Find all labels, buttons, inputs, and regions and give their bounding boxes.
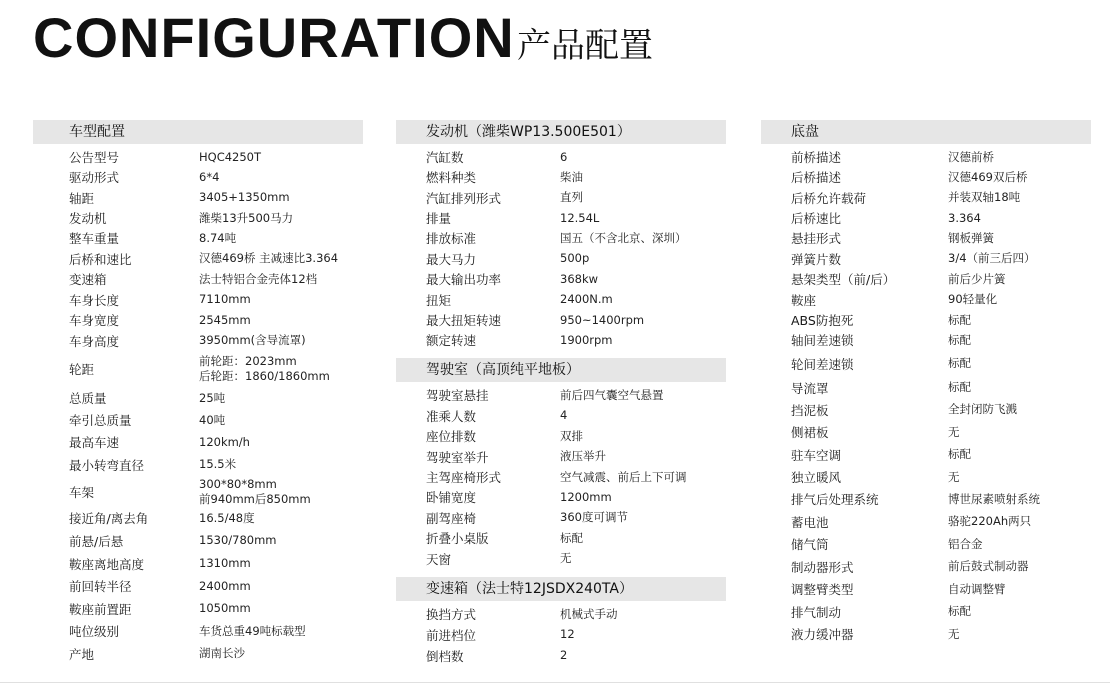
spec-value (199, 579, 251, 594)
spec-value-line: 标配 (948, 332, 971, 347)
spec-label: 调整臂类型 (791, 582, 854, 597)
spec-value (948, 150, 994, 165)
spec-row (761, 510, 1091, 533)
spec-value-line: 2 (560, 648, 568, 662)
spec-rows (396, 601, 726, 666)
spec-label: 变速箱 (69, 272, 107, 287)
spec-value (948, 356, 971, 371)
spec-label: 鞍座 (791, 292, 817, 308)
spec-value (199, 292, 251, 307)
spec-row (396, 446, 726, 467)
spec-value (199, 556, 251, 571)
section-header-gearbox: 变速箱（法士特12JSDX240TA） (396, 577, 726, 601)
spec-value-line: 前轮距：2023mm (199, 354, 297, 368)
spec-row (33, 453, 363, 476)
spec-row (761, 248, 1091, 269)
spec-value-line: 国五（不含北京、深圳） (560, 230, 687, 245)
spec-label: 最大马力 (426, 251, 477, 267)
spec-value (199, 435, 250, 450)
spec-value-line: 1200mm (560, 489, 612, 504)
spec-value (948, 604, 971, 619)
spec-label: 产地 (69, 646, 95, 662)
spec-label: 公告型号 (69, 150, 120, 165)
spec-row (396, 507, 726, 528)
vehicle-config-column (33, 120, 363, 665)
spec-value (560, 231, 687, 246)
spec-label: 最大扭矩转速 (426, 313, 502, 328)
spec-label: 悬挂形式 (791, 231, 842, 246)
spec-row (33, 529, 363, 552)
spec-label: 车身宽度 (69, 313, 120, 328)
spec-row (761, 533, 1091, 555)
spec-label: 排放标准 (426, 231, 477, 246)
spec-row (396, 269, 726, 289)
spec-label: 接近角/离去角 (69, 511, 149, 526)
spec-label: 驾驶室悬挂 (426, 388, 489, 403)
spec-value (948, 492, 1040, 507)
section-header-cab: 驾驶室（高顶纯平地板） (396, 358, 726, 382)
spec-value-line: 双排 (560, 428, 583, 443)
spec-value (560, 429, 583, 444)
spec-value-line: 空气减震、前后上下可调 (560, 469, 687, 484)
spec-row (396, 385, 726, 405)
spec-value-line: 4 (560, 408, 568, 422)
spec-label: 燃料种类 (426, 170, 477, 185)
spec-value (560, 627, 575, 642)
spec-value-line: 标配 (948, 356, 971, 370)
section-header-engine: 发动机（潍柴WP13.500E501） (396, 120, 726, 144)
spec-value (948, 313, 971, 328)
spec-value-line: 2400N.m (560, 292, 613, 306)
spec-row (761, 421, 1091, 443)
spec-value-line: 湖南长沙 (199, 646, 245, 660)
spec-value (560, 531, 583, 546)
spec-row (396, 167, 726, 187)
spec-row (396, 604, 726, 624)
spec-row (396, 228, 726, 248)
spec-label: 汽缸数 (426, 150, 464, 165)
spec-value (560, 449, 606, 464)
spec-label: 车身长度 (69, 292, 120, 308)
spec-row (761, 187, 1091, 208)
spec-label: 座位排数 (426, 429, 477, 444)
engine-cab-gearbox-column (396, 120, 726, 666)
spec-rows (33, 144, 363, 665)
spec-value-line: 后轮距：1860/1860mm (199, 369, 330, 383)
spec-value-line: 骆驼220Ah两只 (948, 514, 1032, 528)
spec-label: 轴间差速锁 (791, 333, 854, 348)
spec-label: 鞍座离地高度 (69, 556, 145, 572)
spec-row (33, 387, 363, 409)
spec-value-line: 前后鼓式制动器 (948, 559, 1029, 573)
spec-row (33, 431, 363, 453)
spec-row (33, 507, 363, 529)
spec-value-line: 无 (948, 424, 960, 439)
spec-value-line: 无 (560, 551, 572, 565)
spec-row (33, 289, 363, 310)
spec-value-line: 液压举升 (560, 449, 606, 463)
spec-label: 准乘人数 (426, 408, 477, 424)
spec-row (33, 642, 363, 665)
spec-label: 车架 (69, 484, 95, 500)
spec-value-line: 7110mm (199, 292, 251, 306)
spec-label: ABS防抱死 (791, 313, 854, 328)
spec-label: 总质量 (69, 391, 107, 406)
spec-row (33, 167, 363, 187)
spec-value (948, 425, 960, 440)
spec-row (396, 548, 726, 569)
spec-label: 鞍座前置距 (69, 601, 132, 617)
spec-label: 最小转弯直径 (69, 457, 145, 473)
spec-value-line: 机械式手动 (560, 606, 618, 621)
spec-value (560, 408, 567, 423)
spec-value (199, 601, 251, 616)
spec-row (761, 398, 1091, 421)
spec-value-line: 3/4（前三后四） (948, 251, 1036, 265)
spec-value (948, 170, 1027, 185)
spec-value (948, 627, 960, 642)
spec-value-line: 2400mm (199, 578, 251, 593)
spec-value-line: 3405+1350mm (199, 190, 290, 204)
spec-label: 前悬/后悬 (69, 533, 124, 549)
spec-value (199, 251, 338, 266)
spec-label: 最高车速 (69, 435, 120, 450)
spec-row (33, 187, 363, 208)
spec-row (33, 208, 363, 228)
spec-value-line: 3950mm(含导流罩) (199, 333, 306, 347)
spec-label: 驱动形式 (69, 170, 120, 185)
spec-label: 折叠小桌版 (426, 531, 489, 546)
spec-row (761, 600, 1091, 623)
spec-value (199, 646, 245, 661)
spec-value (199, 313, 251, 328)
spec-value (199, 533, 277, 548)
spec-label: 换挡方式 (426, 607, 477, 622)
spec-value-line: 1530/780mm (199, 533, 277, 547)
spec-value-line: 直列 (560, 190, 583, 204)
spec-label: 最大输出功率 (426, 272, 502, 287)
spec-value (948, 514, 1031, 529)
spec-label: 主驾座椅形式 (426, 470, 502, 485)
spec-label: 蓄电池 (791, 514, 829, 530)
spec-value (199, 413, 225, 428)
spec-rows (396, 144, 726, 350)
spec-value (560, 313, 644, 328)
spec-value (560, 251, 589, 266)
spec-row (33, 351, 363, 387)
spec-label: 扭矩 (426, 292, 452, 308)
spec-label: 制动器形式 (791, 559, 854, 575)
spec-value-line: 博世尿素喷射系统 (948, 491, 1040, 506)
spec-value (560, 490, 612, 505)
spec-label: 弹簧片数 (791, 251, 842, 267)
spec-row (33, 575, 363, 597)
spec-value-line: 标配 (948, 312, 971, 327)
spec-row (761, 555, 1091, 578)
spec-row (33, 552, 363, 575)
spec-row (33, 409, 363, 431)
spec-value-line: 标配 (560, 530, 583, 545)
spec-label: 车身高度 (69, 333, 120, 349)
spec-value (199, 354, 330, 384)
spec-value-line: 法士特铝合金壳体12档 (199, 271, 318, 286)
spec-label: 前回转半径 (69, 579, 132, 594)
spec-label: 整车重量 (69, 231, 120, 246)
spec-value-line: 1900rpm (560, 332, 613, 347)
spec-value-line: 铝合金 (948, 536, 983, 551)
spec-row (396, 187, 726, 208)
spec-row (396, 624, 726, 645)
spec-value (560, 388, 664, 403)
spec-value-line: 360度可调节 (560, 510, 628, 524)
spec-label: 储气筒 (791, 537, 829, 552)
spec-label: 后桥描述 (791, 170, 842, 185)
spec-row (761, 330, 1091, 350)
spec-value-line: 全封闭防飞溅 (948, 402, 1017, 416)
spec-row (396, 330, 726, 350)
spec-value (948, 582, 1006, 597)
spec-value (199, 211, 293, 226)
spec-value-line: 无 (948, 469, 960, 484)
spec-label: 副驾座椅 (426, 510, 477, 526)
spec-value-line: 无 (948, 626, 960, 641)
spec-row (761, 578, 1091, 600)
spec-label: 汽缸排列形式 (426, 190, 502, 206)
spec-label: 前进档位 (426, 627, 477, 643)
spec-value-line: 90轻量化 (948, 292, 998, 306)
spec-label: 排气后处理系统 (791, 492, 879, 507)
spec-value (560, 648, 567, 663)
spec-label: 牵引总质量 (69, 413, 132, 428)
spec-value-line: 6*4 (199, 169, 220, 184)
spec-rows (761, 144, 1091, 645)
spec-value (560, 272, 598, 287)
spec-value-line: 8.74吨 (199, 230, 237, 245)
spec-value (199, 170, 219, 185)
spec-value-line: 前后四气囊空气悬置 (560, 387, 664, 402)
spec-row (396, 426, 726, 446)
spec-label: 天窗 (426, 551, 452, 567)
spec-row (761, 289, 1091, 310)
spec-value-line: 标配 (948, 380, 971, 394)
spec-value (199, 272, 317, 287)
spec-value-line: 2545mm (199, 312, 251, 327)
spec-value (199, 624, 306, 639)
spec-row (396, 405, 726, 426)
spec-value-line: 钢板弹簧 (948, 230, 994, 245)
spec-value (560, 150, 567, 165)
spec-value-line: 12 (560, 627, 575, 641)
spec-value-line: 潍柴13升500马力 (199, 210, 294, 225)
spec-row (396, 645, 726, 666)
spec-value-line: 950~1400rpm (560, 312, 645, 327)
spec-row (761, 377, 1091, 398)
spec-value-line: 3.364 (948, 210, 981, 225)
spec-row (761, 147, 1091, 167)
spec-value-line: 标配 (948, 604, 971, 618)
spec-row (761, 443, 1091, 466)
spec-value (560, 470, 687, 485)
spec-value (560, 510, 628, 525)
spec-label: 吨位级别 (69, 624, 120, 639)
spec-value (948, 272, 1006, 287)
spec-label: 后桥速比 (791, 211, 842, 226)
spec-label: 挡泥板 (791, 402, 829, 418)
spec-label: 后桥允许载荷 (791, 190, 867, 206)
spec-row (761, 350, 1091, 377)
spec-value-line: 标配 (948, 447, 971, 461)
spec-row (396, 208, 726, 228)
spec-label: 液力缓冲器 (791, 627, 854, 642)
spec-row (33, 269, 363, 289)
spec-value-line: 1050mm (199, 601, 251, 615)
spec-value-line: 汉德469桥 主减速比3.364 (199, 251, 339, 265)
spec-row (396, 289, 726, 310)
spec-value-line: 前940mm后850mm (199, 491, 311, 506)
spec-row (396, 248, 726, 269)
spec-row (396, 147, 726, 167)
spec-row (761, 310, 1091, 330)
spec-label: 前桥描述 (791, 150, 842, 165)
spec-value-line: 25吨 (199, 390, 226, 405)
spec-value (560, 170, 583, 185)
spec-label: 驾驶室举升 (426, 449, 489, 465)
spec-label: 排气制动 (791, 604, 842, 620)
spec-value (948, 292, 997, 307)
spec-value (199, 190, 290, 205)
spec-row (761, 623, 1091, 645)
spec-value-line: 12.54L (560, 210, 600, 225)
section-header-vehicle: 车型配置 (33, 120, 363, 144)
spec-label: 轮距 (69, 362, 95, 377)
page-title-en: CONFIGURATION (33, 6, 515, 69)
spec-row (33, 310, 363, 330)
spec-value (948, 402, 1017, 417)
spec-value (948, 559, 1029, 574)
spec-row (33, 248, 363, 269)
spec-value-line: 15.5米 (199, 457, 237, 471)
spec-row (396, 467, 726, 487)
spec-value-line: 6 (560, 149, 568, 164)
spec-value-line: 120km/h (199, 434, 250, 449)
spec-value (199, 231, 236, 246)
spec-value (948, 231, 994, 246)
spec-value-line: 前后少片簧 (948, 271, 1006, 286)
page-title-zh: 产品配置 (517, 26, 653, 66)
spec-value (948, 470, 960, 485)
spec-value (560, 551, 572, 566)
spec-value (560, 607, 618, 622)
spec-row (761, 269, 1091, 289)
spec-row (396, 310, 726, 330)
spec-label: 侧裙板 (791, 425, 829, 440)
spec-value (199, 511, 255, 526)
spec-row (33, 597, 363, 620)
spec-value (948, 333, 971, 348)
spec-label: 后桥和速比 (69, 251, 132, 267)
chassis-column (761, 120, 1091, 645)
spec-label: 排量 (426, 211, 452, 226)
spec-value-line: 16.5/48度 (199, 510, 255, 525)
spec-value-line: 300*80*8mm (199, 476, 277, 491)
spec-value (948, 537, 983, 552)
spec-row (761, 488, 1091, 510)
spec-row (396, 487, 726, 507)
spec-value (199, 457, 236, 472)
spec-label: 倒档数 (426, 648, 464, 664)
spec-value-line: 车货总重49吨标载型 (199, 623, 306, 638)
spec-value (199, 150, 261, 165)
spec-row (761, 466, 1091, 488)
spec-value (948, 211, 981, 226)
spec-row (33, 330, 363, 351)
spec-value-line: 柴油 (560, 169, 583, 184)
spec-row (396, 528, 726, 548)
spec-label: 悬架类型（前/后） (791, 272, 896, 287)
spec-value-line: HQC4250T (199, 149, 262, 164)
spec-value-line: 自动调整臂 (948, 581, 1006, 596)
section-header-chassis: 底盘 (761, 120, 1091, 144)
bottom-divider (0, 682, 1110, 683)
spec-row (33, 620, 363, 642)
spec-value (948, 251, 1036, 266)
spec-label: 轴距 (69, 190, 95, 206)
spec-rows (396, 382, 726, 569)
spec-value-line: 汉德469双后桥 (948, 169, 1028, 184)
spec-label: 额定转速 (426, 333, 477, 348)
spec-value (560, 211, 599, 226)
spec-row (33, 476, 363, 507)
spec-value (560, 292, 613, 307)
spec-row (761, 208, 1091, 228)
spec-value (948, 447, 971, 462)
spec-value-line: 368kw (560, 271, 599, 286)
spec-value-line: 40吨 (199, 412, 226, 427)
spec-value-line: 500p (560, 251, 590, 265)
spec-label: 轮间差速锁 (791, 356, 854, 372)
spec-label: 卧铺宽度 (426, 490, 477, 505)
spec-label: 发动机 (69, 211, 107, 226)
spec-value-line: 1310mm (199, 556, 251, 570)
spec-value-line: 并装双轴18吨 (948, 190, 1021, 204)
spec-row (761, 167, 1091, 187)
spec-value (560, 333, 613, 348)
spec-label: 独立暖风 (791, 470, 842, 485)
spec-row (761, 228, 1091, 248)
spec-value (560, 190, 583, 205)
spec-row (33, 228, 363, 248)
spec-value (948, 190, 1020, 205)
spec-value (199, 333, 306, 348)
spec-label: 导流罩 (791, 380, 829, 396)
spec-value-line: 汉德前桥 (948, 149, 994, 164)
spec-label: 驻车空调 (791, 447, 842, 463)
spec-row (33, 147, 363, 167)
spec-value (199, 477, 311, 507)
spec-value (948, 380, 971, 395)
spec-value (199, 391, 225, 406)
